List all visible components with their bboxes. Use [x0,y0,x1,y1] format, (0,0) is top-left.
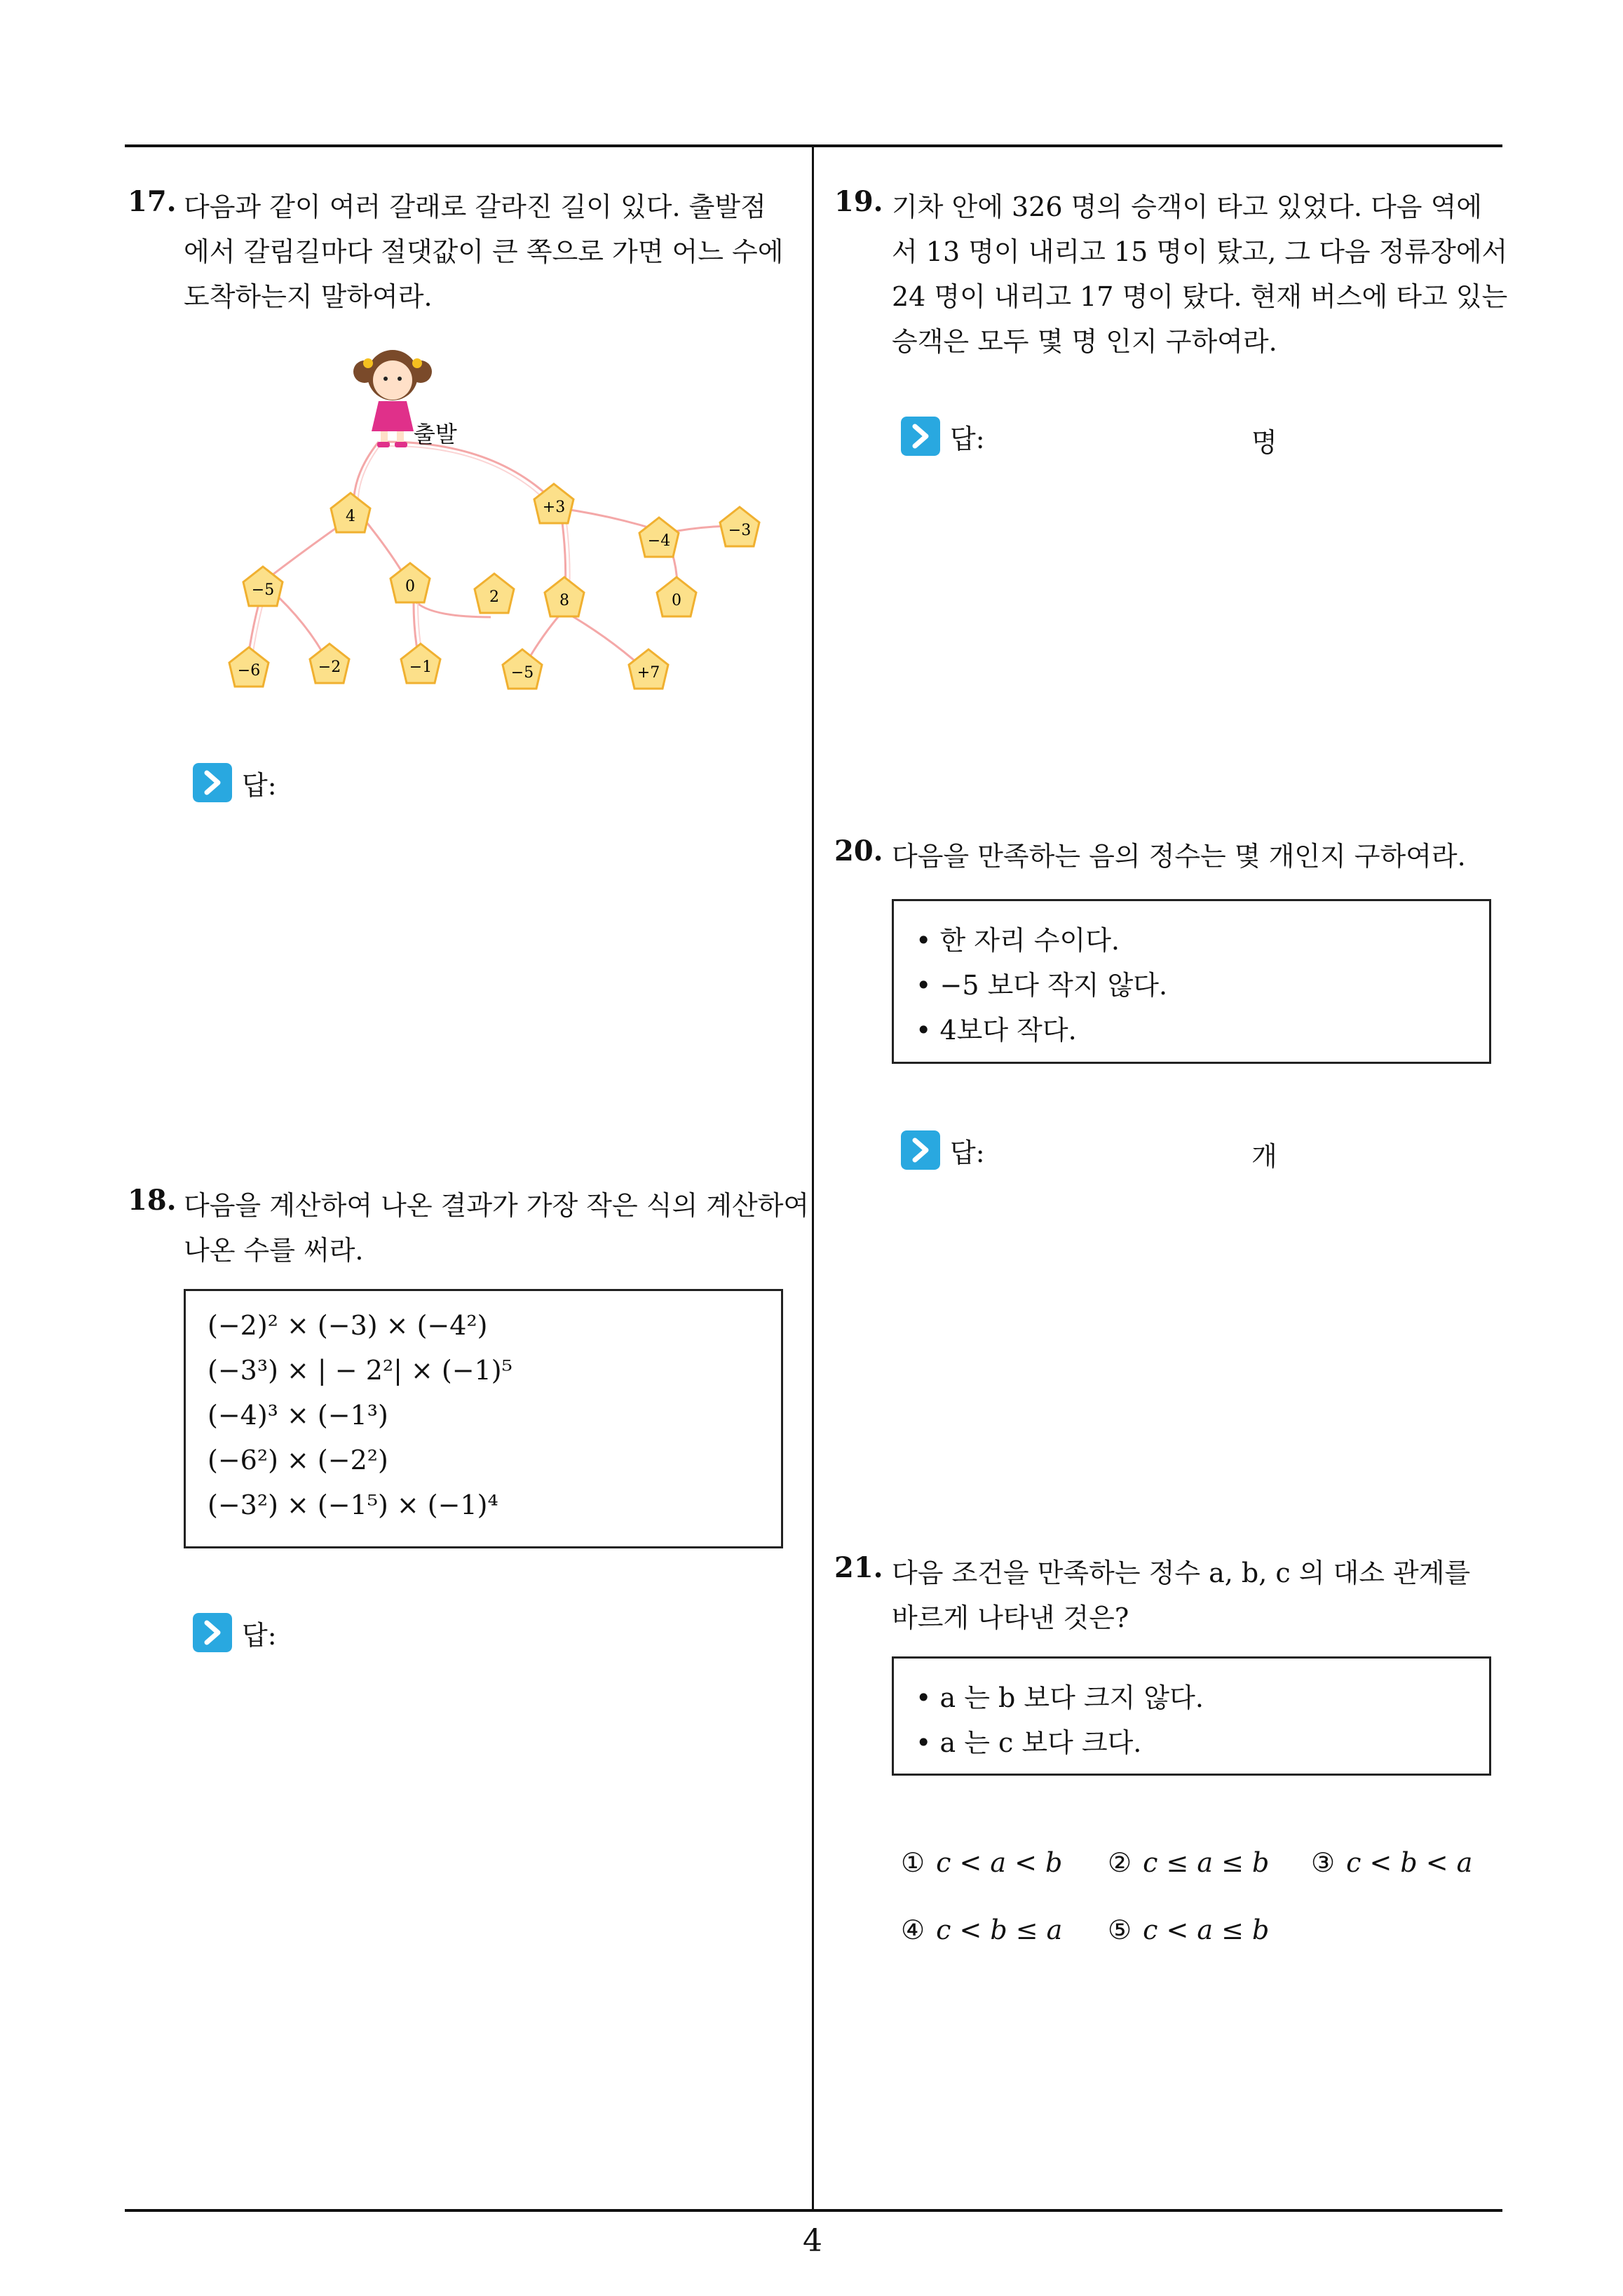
q21-line-1: 다음 조건을 만족하는 정수 a, b, c 의 대소 관계를 [892,1558,1471,1588]
answer-label: 답: [242,769,277,801]
choice-number: ① [901,1847,925,1878]
house-label: 4 [346,508,355,525]
choice-number: ⑤ [1108,1915,1132,1945]
house-label: −4 [647,532,671,550]
choice-text: c ≤ a ≤ b [1143,1847,1270,1878]
q19-answer [901,417,985,456]
q20-condition-2: • −5 보다 작지 않다. [916,970,1168,1001]
q21-choice-3[interactable] [1311,1847,1472,1878]
house-icon [629,649,668,689]
q17-number: 17. [128,185,177,218]
q17-line-3: 도착하는지 말하여라. [184,281,433,312]
q21-choice-5[interactable] [1108,1915,1269,1945]
q21-choice-2[interactable] [1108,1847,1269,1878]
q19-line-3: 24 명이 내리고 17 명이 탔다. 현재 버스에 타고 있는 [892,281,1508,312]
q19-line-2: 서 13 명이 내리고 15 명이 탔고, 그 다음 정류장에서 [892,236,1508,267]
q18-expression-1: (−2)² × (−3) × (−4²) [208,1310,488,1341]
q18-expression-4: (−6²) × (−2²) [208,1445,388,1475]
q21-choice-1[interactable] [901,1847,1062,1878]
house-label: +3 [542,499,566,516]
choice-number: ② [1108,1847,1132,1878]
q20-number: 20. [834,835,883,867]
answer-label: 답: [950,1137,985,1168]
choice-text: c < b < a [1346,1847,1473,1878]
chevron-right-icon [901,1130,940,1170]
q18-expression-2: (−3³) × | − 2²| × (−1)⁵ [208,1355,512,1386]
q19-line-1: 기차 안에 326 명의 승객이 타고 있었다. 다음 역에 [892,191,1482,222]
house-label: −2 [318,659,341,676]
q20-condition-3: • 4보다 작다. [916,1015,1077,1046]
page-number: 4 [803,2223,822,2259]
q18-number: 18. [128,1184,177,1217]
house-icon [545,577,584,616]
house-icon [503,649,542,689]
house-label: −5 [251,581,275,599]
q18-answer [193,1613,277,1652]
house-label: 0 [672,592,681,609]
q19-number: 19. [834,185,883,218]
q20-answer-unit: 개 [1251,1141,1277,1172]
house-label: +7 [637,664,660,682]
answer-label: 답: [950,423,985,454]
house-label: 8 [559,592,569,609]
house-icon [639,518,679,557]
q17-line-2: 에서 갈림길마다 절댓값이 큰 쪽으로 가면 어느 수에 [184,236,784,267]
chevron-right-icon [901,417,940,456]
house-icon [657,577,696,616]
house-icon [720,507,759,546]
choice-text: c < a < b [936,1847,1063,1878]
q18-line-1: 다음을 계산하여 나온 결과가 가장 작은 식의 계산하여 [184,1190,810,1221]
start-label: 출발 [414,421,457,447]
q18-line-2: 나온 수를 써라. [184,1235,364,1266]
q19-line-4: 승객은 모두 몇 명 인지 구하여라. [892,326,1277,357]
house-icon [331,493,370,532]
choice-number: ③ [1311,1847,1336,1878]
house-label: 0 [405,578,415,595]
house-icon [391,563,430,602]
q21-line-2: 바르게 나타낸 것은? [892,1602,1129,1633]
house-label: −5 [510,664,534,682]
q18-expression-5: (−3²) × (−1⁵) × (−1)⁴ [208,1490,498,1520]
q19-answer-unit: 명 [1251,427,1277,458]
q20-line-1: 다음을 만족하는 음의 정수는 몇 개인지 구하여라. [892,841,1466,872]
house-icon [401,644,440,683]
q17-line-1: 다음과 같이 여러 갈래로 갈라진 길이 있다. 출발점 [184,191,766,222]
choice-text: c < a ≤ b [1143,1915,1270,1945]
house-icon [310,644,349,683]
chevron-right-icon [193,763,232,802]
choice-number: ④ [901,1915,925,1945]
house-icon [229,647,269,687]
q21-condition-1: • a 는 b 보다 크지 않다. [916,1682,1204,1713]
column-divider [812,144,814,2210]
path-diagram [210,337,771,701]
q20-answer [901,1130,985,1170]
q21-number: 21. [834,1551,883,1584]
choice-text: c < b ≤ a [936,1915,1063,1945]
q20-condition-1: • 한 자리 수이다. [916,925,1120,956]
house-icon [475,574,514,613]
chevron-right-icon [193,1613,232,1652]
answer-label: 답: [242,1619,277,1651]
bottom-rule [125,2209,1502,2212]
q18-expression-3: (−4)³ × (−1³) [208,1400,388,1431]
house-label: −1 [409,659,433,676]
q21-condition-2: • a 는 c 보다 크다. [916,1727,1142,1758]
house-label: −3 [728,522,752,539]
q17-answer [193,763,277,802]
q21-choice-4[interactable] [901,1915,1062,1945]
house-label: −6 [237,662,261,680]
house-label: 2 [489,588,499,606]
